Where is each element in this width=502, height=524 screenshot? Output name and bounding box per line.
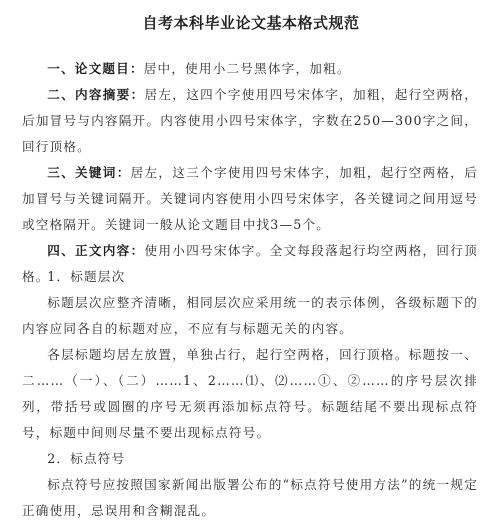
section-label: 三、关键词： (47, 165, 131, 180)
section-label: 二、内容摘要： (47, 87, 145, 102)
section-text: 居左，这三个字使用四号宋体字，加粗，起行空两格，后加冒号与关键词隔开。关键词内容使用小四号宋体字，各关键词之间用逗号或空格隔开。关键词一般从论文题目中找3—5个。 (22, 165, 478, 232)
sub1-heading: 1．标题层次 (47, 269, 126, 284)
document-title: 自考本科毕业论文基本格式规范 (142, 14, 360, 32)
sub2-para-punctuation: 标点符号应按照国家新闻出版署公布的“标点符号使用方法”的统一规定正确使用，忌误用和含糊混乱。 (22, 477, 478, 518)
section-text: 居左，这四个字使用四号宋体字，加粗，起行空两格，后加冒号与内容隔开。内容使用小四号宋体字，字数在250—300字之间，回行顶格。 (22, 87, 478, 154)
section-abstract (22, 82, 478, 160)
section-paper-title (22, 56, 478, 82)
section-label: 一、论文题目： (47, 61, 144, 76)
section-text: 居中，使用小二号黑体字，加粗。 (143, 61, 351, 76)
sub1-para-placement: 各层标题均居左放置，单独占行，起行空两格，回行顶格。标题按一、二……（一）、（二）……1、2……⑴、⑵……①、②……的序号层次排列，带括号或圆圈的序号无须再添加标点符号。标题结尾不要出现标点符号，标题中间则尽量不要出现标点符号。 (22, 347, 478, 440)
section-text: 使用小四号宋体字。全文每段落起行均空两格，回行顶格。 (22, 243, 478, 284)
section-keywords (22, 160, 478, 238)
section-label: 四、正文内容： (47, 243, 145, 258)
sub1-para-hierarchy: 标题层次应整齐清晰，相同层次应采用统一的表示体例，各级标题下的内容应同各自的标题对应，不应有与标题无关的内容。 (22, 295, 478, 336)
sub2-heading: 2．标点符号 (47, 451, 126, 466)
